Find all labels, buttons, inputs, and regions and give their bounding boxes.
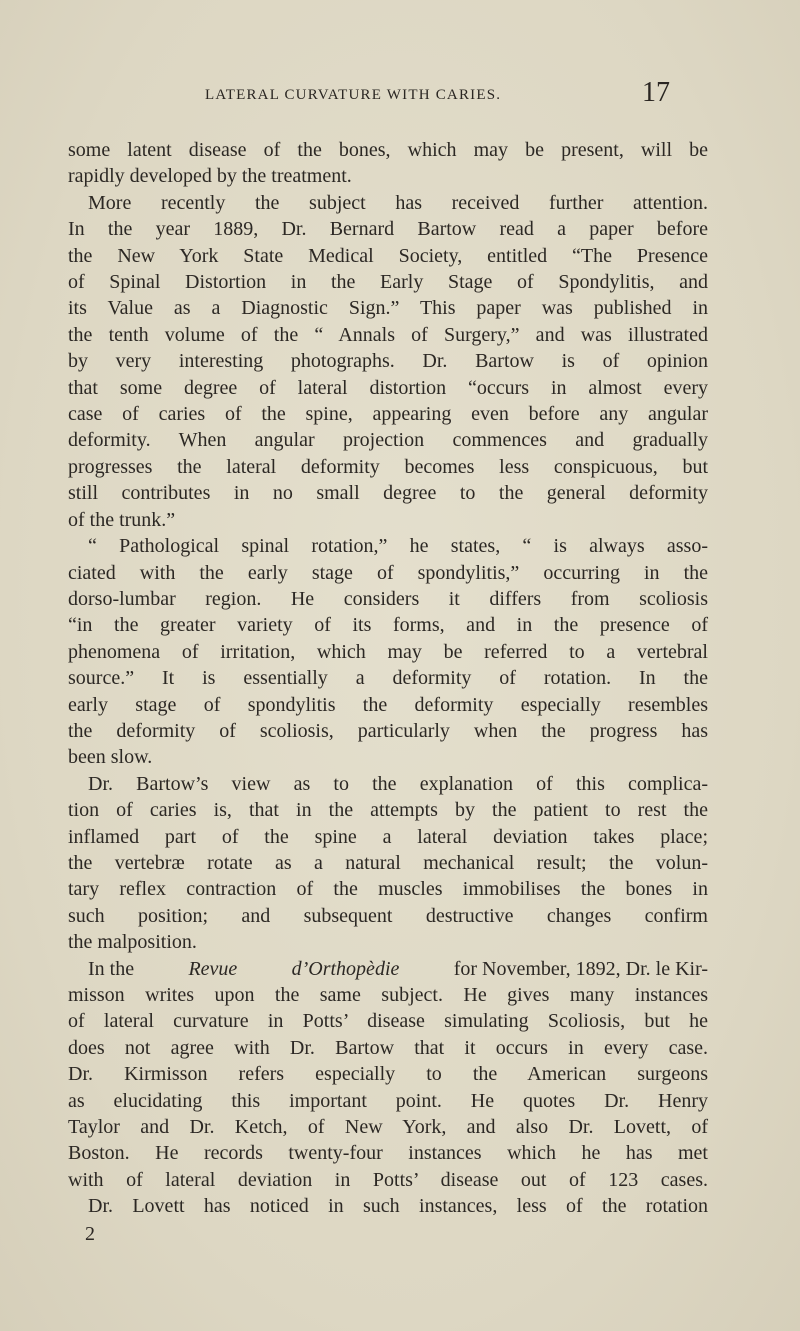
text-fragment: for November, 1892, Dr. le Kir-: [453, 957, 709, 980]
running-title: LATERAL CURVATURE WITH CARIES.: [205, 87, 502, 103]
page-number: 17: [642, 77, 670, 108]
text-line: of Spinal Distortion in the Early Stage of Spondylitis, and: [68, 271, 708, 294]
text-line: “ Pathological spinal rotation,” he states, “ is always asso-: [88, 535, 708, 558]
text-line: early stage of spondylitis the deformity especially resembles: [68, 693, 708, 716]
text-line: tary reflex contraction of the muscles immobilises the bones in: [68, 878, 708, 901]
journal-title: Revue d’Orthopèdie: [188, 957, 400, 980]
text-line: Dr. Kirmisson refers especially to the American surgeons: [68, 1063, 708, 1086]
text-line: Dr. Bartow’s view as to the explanation of this complica-: [88, 772, 708, 795]
text-line: with of lateral deviation in Potts’ disease out of 123 cases.: [68, 1168, 708, 1191]
text-line: “in the greater variety of its forms, and in the presence of: [68, 614, 708, 637]
signature-mark: 2: [85, 1223, 95, 1245]
text-line: still contributes in no small degree to the general deformity: [68, 482, 708, 505]
text-line: case of caries of the spine, appearing even before any angular: [68, 403, 708, 426]
text-line: the New York State Medical Society, entitled “The Presence: [68, 244, 708, 267]
text-line: that some degree of lateral distortion “occurs in almost every: [68, 376, 708, 399]
text-line: Boston. He records twenty-four instances which he has met: [68, 1142, 708, 1165]
text-line: the malposition.: [68, 931, 197, 954]
text-line: the tenth volume of the “ Annals of Surgery,” and was illustrated: [68, 323, 708, 346]
text-line: such position; and subsequent destructive changes confirm: [68, 904, 708, 927]
text-line: inflamed part of the spine a lateral deviation takes place;: [68, 825, 708, 848]
text-line: In the year 1889, Dr. Bernard Bartow read a paper before: [68, 218, 708, 241]
text-line: source.” It is essentially a deformity of rotation. In the: [68, 667, 708, 690]
text-line: progresses the lateral deformity becomes less conspicuous, but: [68, 455, 708, 478]
text-line: its Value as a Diagnostic Sign.” This paper was published in: [68, 297, 708, 320]
text-line: some latent disease of the bones, which may be present, will be: [68, 139, 708, 161]
text-line: [68, 956, 708, 982]
text-line: the vertebræ rotate as a natural mechanical result; the volun-: [68, 851, 708, 874]
text-line: Taylor and Dr. Ketch, of New York, and also Dr. Lovett, of: [68, 1116, 708, 1139]
text-fragment: In the: [88, 957, 135, 980]
text-line: phenomena of irritation, which may be referred to a vertebral: [68, 640, 708, 663]
text-line: as elucidating this important point. He quotes Dr. Henry: [68, 1089, 708, 1112]
text-line: Dr. Lovett has noticed in such instances, less of the rotation: [88, 1195, 708, 1218]
text-line: been slow.: [68, 746, 153, 769]
text-line: ciated with the early stage of spondylitis,” occurring in the: [68, 561, 708, 584]
text-line: by very interesting photographs. Dr. Bartow is of opinion: [68, 350, 708, 373]
text-line: does not agree with Dr. Bartow that it occurs in every case.: [68, 1036, 708, 1059]
text-line: dorso-lumbar region. He considers it differs from scoliosis: [68, 587, 708, 610]
text-line: tion of caries is, that in the attempts by the patient to rest the: [68, 799, 708, 822]
text-line: of the trunk.”: [68, 508, 176, 531]
text-line: deformity. When angular projection commences and gradually: [68, 429, 708, 452]
text-line: the deformity of scoliosis, particularly when the progress has: [68, 719, 708, 742]
text-line: misson writes upon the same subject. He gives many instances: [68, 984, 708, 1006]
text-line: of lateral curvature in Potts’ disease simulating Scoliosis, but he: [68, 1010, 708, 1033]
body-text: [68, 137, 708, 1220]
text-line: More recently the subject has received further attention.: [88, 191, 708, 214]
text-line: rapidly developed by the treatment.: [68, 165, 352, 188]
